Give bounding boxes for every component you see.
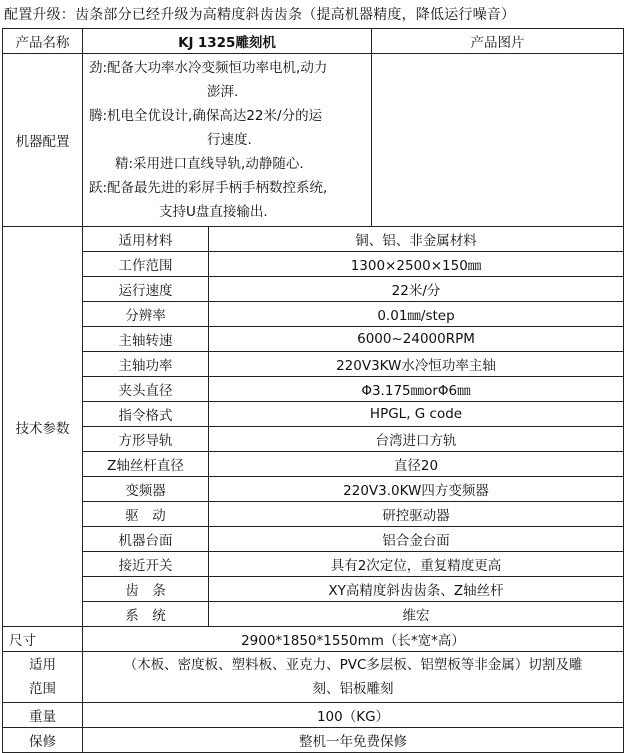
spec-row	[3, 527, 624, 552]
spec-row	[3, 602, 624, 627]
spec-row	[3, 477, 624, 502]
spec-name: 适用材料	[83, 227, 209, 252]
scope-label-line: 范围	[29, 681, 56, 697]
config-line: 精:采用进口直线导轨,动静随心.	[115, 156, 304, 172]
scope-line: 刻、铝板雕刻	[312, 681, 394, 697]
spec-name: 夹头直径	[83, 377, 209, 402]
spec-row	[3, 277, 624, 302]
weight-value: 100（KG）	[83, 703, 624, 728]
spec-row	[3, 352, 624, 377]
warranty-label: 保修	[3, 728, 83, 753]
config-label: 机器配置	[3, 54, 83, 227]
warranty-row	[3, 728, 624, 753]
spec-value: 6000~24000RPM	[209, 327, 624, 352]
spec-row	[3, 402, 624, 427]
spec-row	[3, 252, 624, 277]
spec-name: 方形导轨	[83, 427, 209, 452]
weight-label: 重量	[3, 703, 83, 728]
warranty-value: 整机一年免费保修	[83, 728, 624, 753]
spec-value: Φ3.175㎜orΦ6㎜	[209, 377, 624, 402]
spec-sheet-table	[2, 28, 624, 753]
spec-name: 机器台面	[83, 527, 209, 552]
product-image-cell	[372, 54, 624, 227]
size-value: 2900*1850*1550mm（长*宽*高）	[83, 627, 624, 652]
spec-row	[3, 502, 624, 527]
size-row	[3, 627, 624, 652]
spec-value: 研控驱动器	[209, 502, 624, 527]
config-line: 劲:配备大功率水冷变频恒功率电机,动力	[89, 60, 328, 76]
spec-name: 接近开关	[83, 552, 209, 577]
spec-value: 台湾进口方轨	[209, 427, 624, 452]
scope-row	[3, 652, 624, 703]
product-suffix: 雕刻机	[235, 35, 276, 51]
scope-label-line: 适用	[29, 657, 56, 673]
spec-row	[3, 327, 624, 352]
spec-value: 0.01㎜/step	[209, 302, 624, 327]
spec-value: 铜、铝、非金属材料	[209, 227, 624, 252]
spec-value: 铝合金台面	[209, 527, 624, 552]
spec-name: 系 统	[83, 602, 209, 627]
spec-value: 220V3.0KW四方变频器	[209, 477, 624, 502]
spec-name: Z轴丝杆直径	[83, 452, 209, 477]
config-line: 澎湃.	[207, 84, 239, 100]
spec-row	[3, 577, 624, 602]
weight-row	[3, 703, 624, 728]
product-prefix: KJ	[178, 35, 194, 51]
spec-name: 运行速度	[83, 277, 209, 302]
spec-value: 维宏	[209, 602, 624, 627]
spec-value: 1300×2500×150㎜	[209, 252, 624, 277]
config-text	[83, 54, 372, 227]
spec-value: XY高精度斜齿齿条、Z轴丝杆	[209, 577, 624, 602]
spec-value: 直径20	[209, 452, 624, 477]
scope-line: （木板、密度板、塑料板、亚克力、PVC多层板、铝塑板等非金属）切割及雕	[123, 657, 583, 673]
header-row	[3, 29, 624, 54]
spec-name: 变频器	[83, 477, 209, 502]
product-image-label: 产品图片	[372, 29, 624, 54]
config-line: 腾:机电全优设计,确保高达22米/分的运	[89, 108, 323, 124]
upgrade-note: 配置升级：齿条部分已经升级为高精度斜齿齿条（提高机器精度，降低运行噪音）	[4, 7, 516, 23]
spec-row	[3, 427, 624, 452]
spec-name: 驱 动	[83, 502, 209, 527]
product-name-value	[83, 29, 372, 54]
spec-row	[3, 552, 624, 577]
spec-row	[3, 377, 624, 402]
scope-label	[3, 652, 83, 703]
config-line: 行速度.	[207, 132, 252, 148]
spec-name: 分辨率	[83, 302, 209, 327]
spec-name: 主轴功率	[83, 352, 209, 377]
spec-row	[3, 302, 624, 327]
specs-label: 技术参数	[3, 227, 83, 627]
product-name-label: 产品名称	[3, 29, 83, 54]
spec-name: 工作范围	[83, 252, 209, 277]
spec-row	[3, 227, 624, 252]
spec-name: 指令格式	[83, 402, 209, 427]
spec-value: 22米/分	[209, 277, 624, 302]
spec-value: 具有2次定位，重复精度更高	[209, 552, 624, 577]
config-row	[3, 54, 624, 227]
spec-name: 齿 条	[83, 577, 209, 602]
config-line: 支持U盘直接输出.	[159, 204, 268, 220]
scope-value	[83, 652, 624, 703]
spec-value: HPGL, G code	[209, 402, 624, 427]
spec-value: 220V3KW水冷恒功率主轴	[209, 352, 624, 377]
spec-row	[3, 452, 624, 477]
config-line: 跃:配备最先进的彩屏手柄手柄数控系统,	[89, 180, 328, 196]
size-label: 尺寸	[3, 627, 83, 652]
product-model: 1325	[197, 35, 236, 51]
spec-name: 主轴转速	[83, 327, 209, 352]
